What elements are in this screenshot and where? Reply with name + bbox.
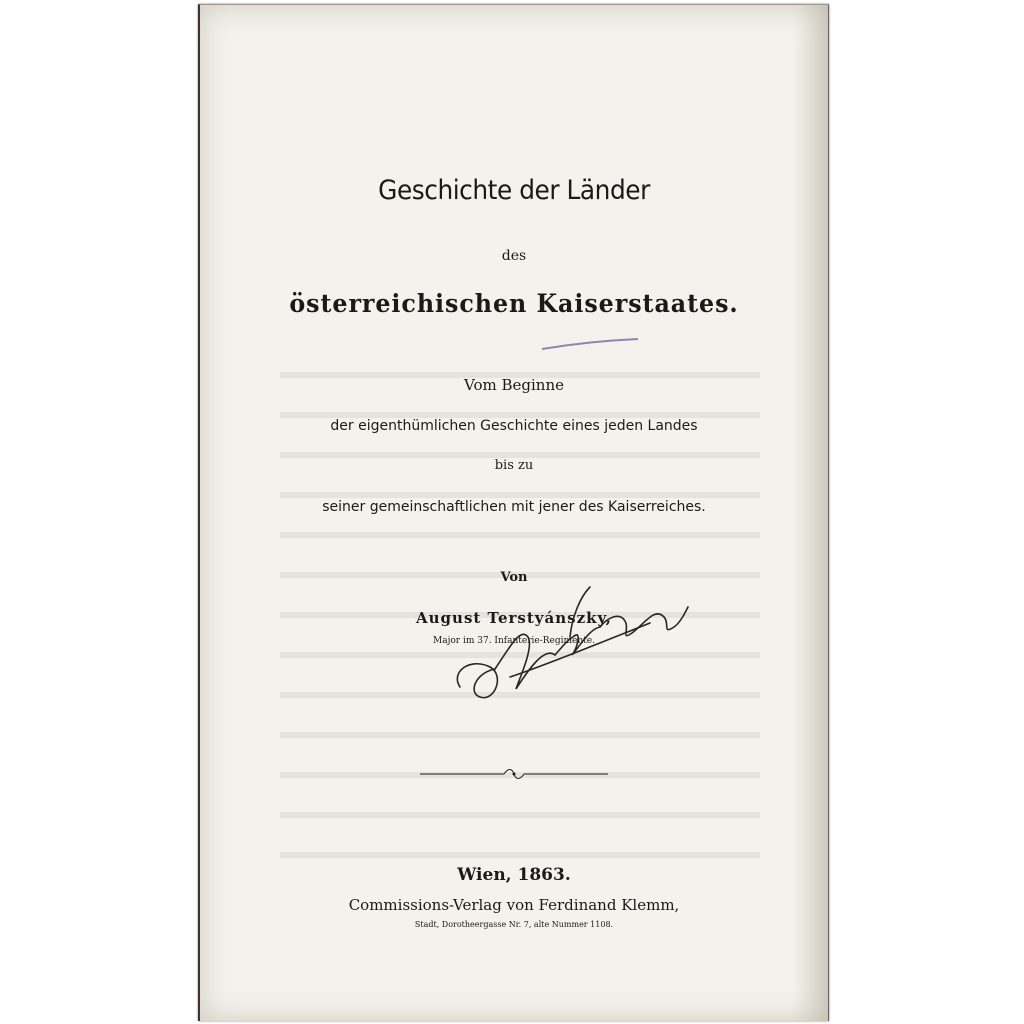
title-page — [198, 4, 829, 1021]
ornamental-rule-divider — [420, 767, 608, 781]
publisher-address: Stadt, Dorotheergasse Nr. 7, alte Nummer 1108. — [414, 920, 614, 929]
author-name: August Terstyánszky, — [416, 609, 612, 627]
handwritten-signature-icon — [450, 577, 690, 727]
book-title: Geschichte der Länder — [378, 175, 650, 206]
pencil-mark — [540, 335, 640, 355]
scope-line-4: seiner gemeinschaftlichen mit jener des Kaiserreiches. — [322, 499, 706, 515]
place-and-year: Wien, 1863. — [457, 865, 571, 885]
author-rank: Major im 37. Infanterie-Regimente. — [433, 636, 595, 646]
scope-line-2: der eigenthümlichen Geschichte eines jeden Landes — [330, 418, 698, 434]
publisher: Commissions-Verlag von Ferdinand Klemm, — [348, 896, 680, 914]
scope-line-1: Vom Beginne — [464, 376, 564, 394]
scope-line-3: bis zu — [494, 458, 534, 473]
title-connector: des — [501, 248, 527, 264]
book-subtitle: österreichischen Kaiserstaates. — [289, 289, 739, 318]
by-line: Von — [500, 570, 528, 585]
